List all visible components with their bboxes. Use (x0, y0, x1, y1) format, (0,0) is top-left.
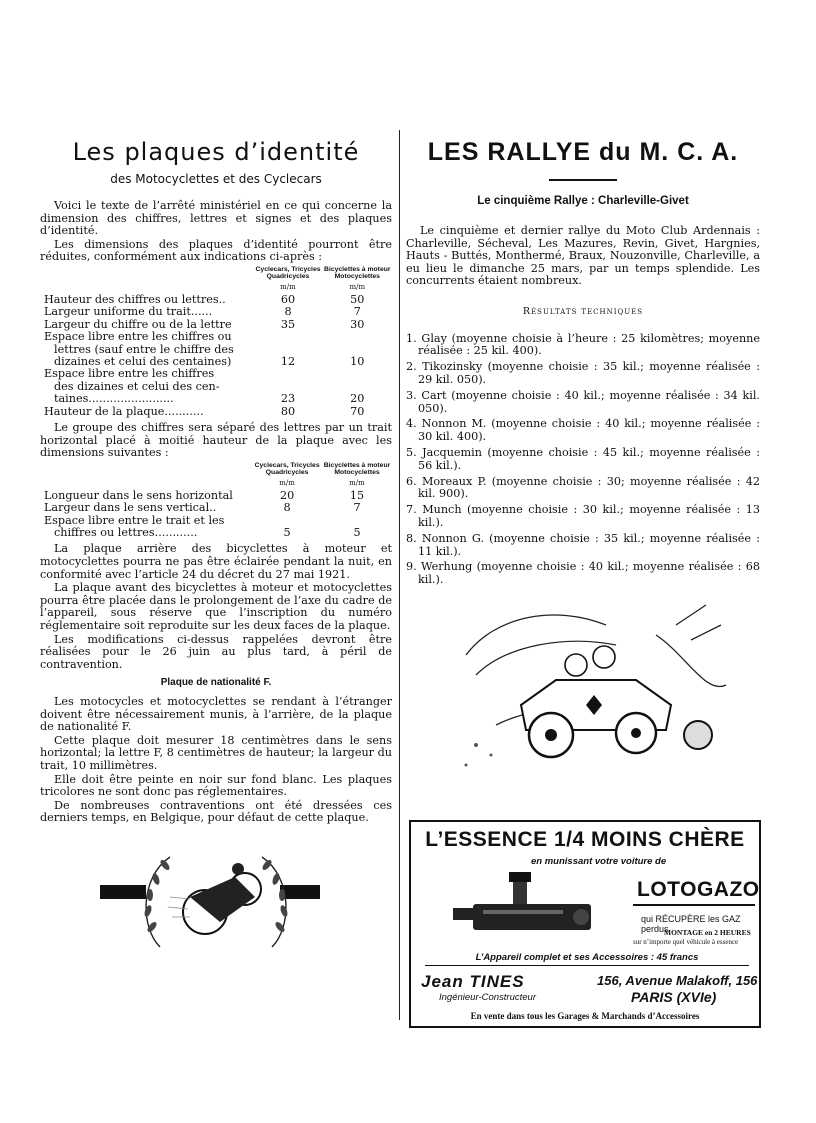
list-item: 8. Nonnon G. (moyenne choisie : 35 kil.; moyenne réalisée : 11 kil.). (406, 531, 760, 558)
value-cell: 20 (279, 488, 295, 502)
row-label: lettres (sauf entre le chiffre des (54, 342, 234, 356)
paragraph: Elle doit être peinte en noir sur fond blanc. Les plaques tricolores ne sont donc pas réglementaires. (40, 772, 392, 799)
unit-label: m/m (349, 282, 366, 291)
list-item: 3. Cart (moyenne choisie : 40 kil.; moyenne réalisée : 34 kil. 050). (406, 388, 760, 415)
list-item: 1. Glay (moyenne choisie à l’heure : 25 kilomètres; moyenne réalisée : 25 kil. 400). (406, 331, 760, 358)
row-label: des dizaines et celui des cen- (54, 379, 220, 393)
paragraph: Les modifications ci-dessus rappelées devront être réalisées pour le 26 juin au plus tard, à péril de contravention. (40, 632, 392, 671)
article-title-plaques: Les plaques d’identité (72, 138, 360, 166)
row-label: Largeur dans le sens vertical.. (44, 501, 217, 515)
paragraph: Cette plaque doit mesurer 18 centimètres dans le sens horizontal; la lettre F, 8 centimètres de hauteur; la largeur du trait, 10 millimètres. (40, 733, 392, 772)
value-cell: 20 (350, 392, 365, 406)
title-rule (549, 179, 617, 181)
list-item: 6. Moreaux P. (moyenne choisie : 30; moyenne réalisée : 42 kil. 900). (406, 474, 760, 501)
paragraph: Le groupe des chiffres sera séparé des lettres par un trait horizontal placé à moitié hauteur de la plaque avec les dimensions suivantes : (40, 421, 392, 460)
right-column (406, 130, 760, 785)
car-cartoon-illustration (436, 595, 736, 785)
row-label: dizaines et celui des centaines) (54, 355, 232, 368)
row-label: Hauteur des chiffres ou lettres.. (44, 292, 226, 306)
column-header: Cyclecars, Tricycles Quadricycles (254, 461, 320, 477)
table-row (40, 306, 392, 318)
paragraph: Le cinquième et dernier rallye du Moto Club Ardennais : Charleville, Sécheval, Les Mazures, Revin, Givet, Hargnies, Hauts - Buttés, Monthermé, Braux, Nouzonville, Charleville, a eu lieu le dimanche 25 mars, par un temps splendide. Les concurrents étaient nombreux. (406, 224, 760, 288)
results-heading: Résultats techniques (522, 305, 644, 317)
value-cell (323, 331, 392, 343)
results-list (406, 333, 760, 587)
unit-label: m/m (280, 282, 296, 291)
ad-tagline: qui RÉCUPÈRE les GAZ perdus (641, 914, 741, 934)
row-label: taines........................ (54, 392, 174, 406)
column-header: Bicyclettes à moteur Motocyclettes (323, 461, 391, 477)
list-item: 2. Tikozinsky (moyenne choisie : 35 kil.; moyenne réalisée : 29 kil. 050). (406, 360, 760, 386)
row-label: chiffres ou lettres............ (54, 526, 198, 540)
row-label: Longueur dans le sens horizontal (44, 488, 233, 502)
ad-headline: L’ESSENCE 1/4 MOINS CHÈRE (425, 828, 745, 851)
row-label: Hauteur de la plaque........... (44, 404, 204, 418)
table-row (40, 406, 392, 418)
value-cell (253, 331, 322, 343)
paragraph: De nombreuses contraventions ont été dressées ces derniers temps, en Belgique, pour défaut de cette plaque. (40, 798, 392, 825)
value-cell (253, 368, 322, 380)
paragraph: La plaque avant des bicyclettes à moteur et motocyclettes pourra être placée dans le prolongement de l’axe du cadre de l’appareil, sous réserve que l’inscription du numéro réglementaire soit reproduite sur les deux faces de la plaque. (40, 581, 392, 632)
paragraph: Les dimensions des plaques d’identité pourront être réduites, conformément aux indications ci-après : (40, 237, 392, 264)
value-cell: 15 (349, 488, 365, 502)
left-column (40, 130, 392, 972)
list-item: 9. Werhung (moyenne choisie : 40 kil.; moyenne réalisée : 68 kil.). (406, 560, 760, 587)
ad-maker-name: Jean TINES (421, 972, 525, 991)
row-label: Largeur uniforme du trait...... (44, 305, 213, 319)
unit-label: m/m (279, 478, 295, 487)
section-heading: Plaque de nationalité F. (160, 677, 272, 689)
ad-maker-role: Ingénieur-Constructeur (439, 992, 536, 1003)
table-row (40, 331, 392, 343)
value-cell: 60 (280, 292, 296, 306)
value-cell: 7 (353, 305, 361, 319)
value-cell: 30 (350, 317, 365, 331)
ad-footer: En vente dans tous les Garages & Marchands d’Accessoires (470, 1011, 700, 1021)
article-subtitle-rallye: Le cinquième Rallye : Charleville-Givet (477, 195, 689, 207)
column-header: Cyclecars, Tricycles Quadricycles (255, 265, 321, 281)
value-cell: 50 (350, 292, 365, 306)
table-row (40, 393, 392, 405)
value-cell (323, 368, 392, 380)
value-cell: 8 (284, 305, 292, 319)
paragraph: Les motocycles et motocyclettes se rendant à l’étranger doivent être nécessairement munis, à l’arrière, de la plaque de nationalité F. (40, 694, 392, 734)
value-cell: 80 (280, 404, 296, 418)
ad-vehicle-note: sur n’importe quel véhicule à essence (633, 938, 739, 946)
dimensions-table (40, 266, 392, 418)
article-subtitle-plaques: des Motocyclettes et des Cyclecars (110, 172, 322, 186)
value-cell: 7 (353, 501, 361, 515)
value-cell: 35 (280, 317, 296, 331)
list-item: 7. Munch (moyenne choisie : 30 kil.; moyenne réalisée : 13 kil.). (406, 503, 760, 529)
ad-montage: MONTAGE en 2 HEURES (664, 928, 751, 937)
list-item: 4. Nonnon M. (moyenne choisie : 40 kil.; moyenne réalisée : 30 kil. 400). (406, 417, 760, 444)
ad-subline: en munissant votre voiture de (531, 856, 667, 867)
list-item: 5. Jacquemin (moyenne choisie : 45 kil.; moyenne réalisée : 56 kil.). (406, 445, 760, 472)
column-header: Bicyclettes à moteur Motocyclettes (324, 265, 391, 281)
value-cell: 12 (280, 355, 296, 368)
table-row (40, 502, 392, 514)
value-cell: 5 (283, 526, 291, 540)
unit-label: m/m (349, 478, 365, 487)
trait-table (40, 462, 392, 540)
ad-city: PARIS (XVIe) (631, 989, 717, 1005)
value-cell: 5 (353, 526, 361, 540)
paragraph: Voici le texte de l’arrêté ministériel en ce qui concerne la dimension des chiffres, lettres et signes et des plaques d’identité. (40, 199, 392, 238)
value-cell: 70 (350, 404, 365, 418)
carburetor-device-icon (447, 870, 597, 950)
article-title-rallye: LES RALLYE du M. C. A. (427, 138, 739, 166)
value-cell: 23 (280, 392, 296, 406)
value-cell: 10 (350, 355, 365, 368)
table-row (40, 368, 392, 380)
ad-brand-name: LOTOGAZO (637, 878, 760, 901)
row-label: Espace libre entre les chiffres ou (44, 330, 232, 344)
row-label: Espace libre entre le trait et les (44, 513, 225, 527)
table-row (40, 527, 392, 539)
paragraph: La plaque arrière des bicyclettes à moteur et motocyclettes pourra ne pas être éclairée pendant la nuit, en conformité avec l’article 24 du décret du 27 mai 1921. (40, 542, 392, 581)
row-label: Largeur du chiffre ou de la lettre (44, 317, 232, 331)
value-cell: 8 (283, 501, 291, 515)
divider (633, 904, 755, 906)
ad-address: 156, Avenue Malakoff, 156 (597, 973, 758, 988)
row-label: Espace libre entre les chiffres (44, 367, 215, 381)
column-divider (399, 130, 400, 1020)
ad-price: L’Appareil complet et ses Accessoires : 45 francs (475, 952, 699, 963)
motorcycle-wreath-illustration (40, 837, 392, 972)
lotogazo-advertisement (409, 820, 761, 1028)
divider (425, 965, 749, 966)
